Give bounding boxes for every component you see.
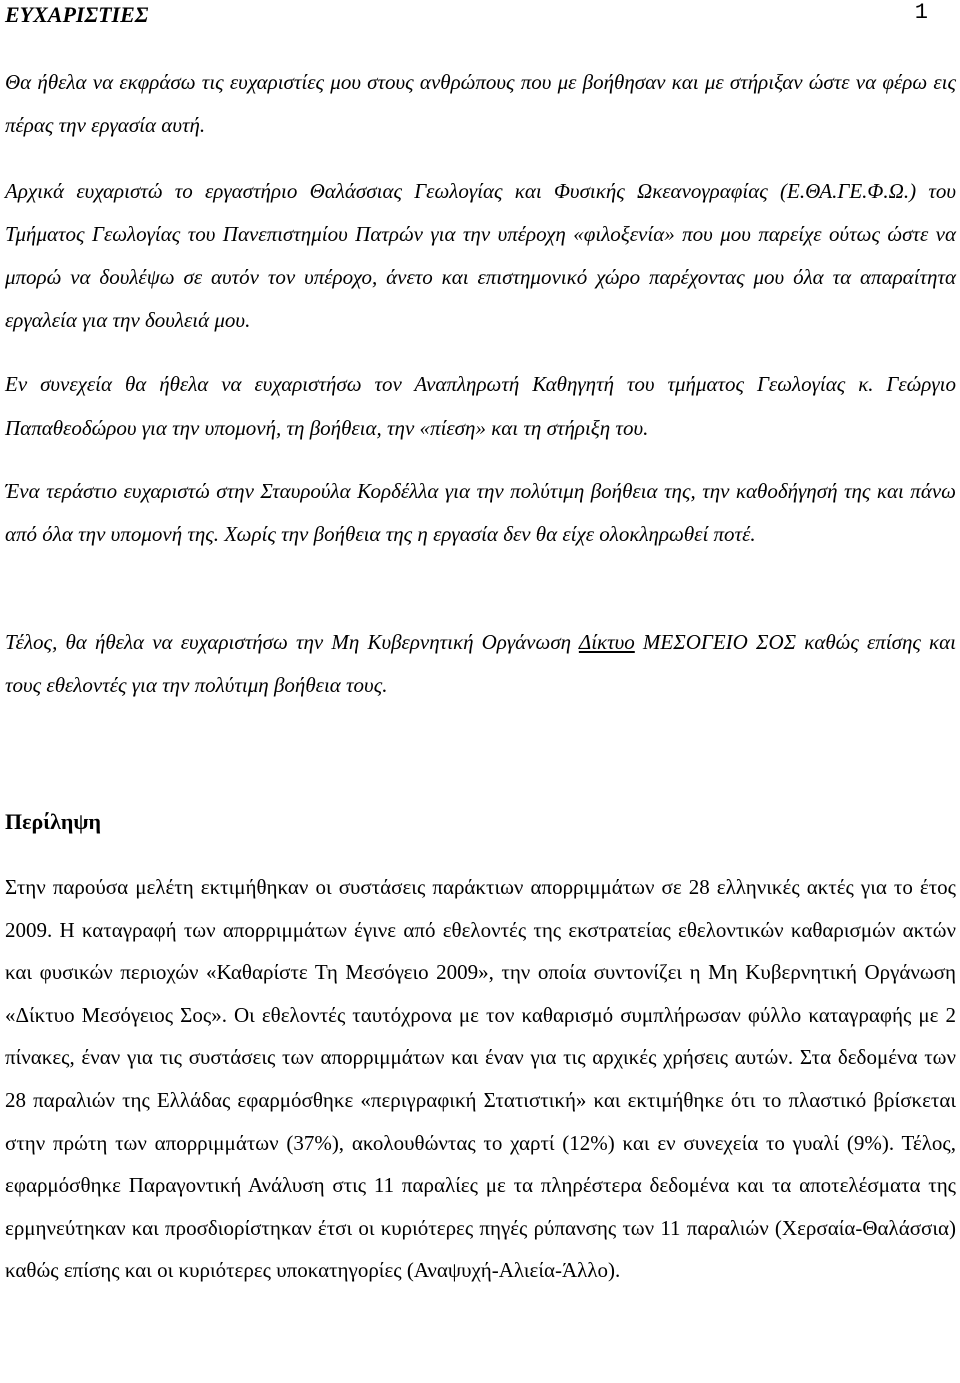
acknowledgements-paragraph-5 bbox=[5, 621, 956, 707]
summary-body: Στην παρούσα μελέτη εκτιμήθηκαν οι συστάσεις παράκτιων απορριμμάτων σε 28 ελληνικές ακτές για το έτος 2009. Η καταγραφή των απορριμμάτων έγινε από εθελοντές της εκστρατείας εθελοντικών καθαρισμών ακτών και φυσικών περιοχών «Καθαρίστε Τη Μεσόγειο 2009», την οποία συντονίζει η Μη Κυβερνητική Οργάνωση «Δίκτυο Μεσόγειος Σος». Οι εθελοντές ταυτόχρονα με τον καθαρισμό συμπλήρωσαν φύλλο καταγραφής με 2 πίνακες, έναν για τις συστάσεις των απορριμμάτων και έναν για τις αρχικές χρήσεις αυτών. Στα δεδομένα των 28 παραλιών της Ελλάδας εφαρμόσθηκε «περιγραφική Στατιστική» και εκτιμήθηκε ότι το πλαστικό βρίσκεται στην πρώτη των απορριμμάτων (37%), ακολουθώντας το χαρτί (12%) και εν συνεχεία το γυαλί (9%). Τέλος, εφαρμόσθηκε Παραγοντική Ανάλυση στις 11 παραλίες με τα πληρέστερα δεδομένα και τα αποτελέσματα της ερμηνεύτηκαν και προσδιορίστηκαν έτσι οι κυριότερες πηγές ρύπανσης των 11 παραλιών (Χερσαία-Θαλάσσια) καθώς επίσης και οι κυριότερες υποκατηγορίες (Αναψυχή-Αλιεία-Άλλο). bbox=[5, 875, 956, 1283]
ack-p1-text: Θα ήθελα να εκφράσω τις ευχαριστίες μου στους ανθρώπους που με βοήθησαν και με στήριξαν ώστε να φέρω εις πέρας την εργασία αυτή. bbox=[5, 70, 956, 137]
ack-p2-text: Αρχικά ευχαριστώ το εργαστήριο Θαλάσσιας Γεωλογίας και Φυσικής Ωκεανογραφίας (Ε.ΘΑ.ΓΕ.Φ.Ω.) του Τμήματος Γεωλογίας του Πανεπιστημίου Πατρών για την υπέροχη «φιλοξενία» που μου παρείχε ούτως ώστε να μπορώ να δουλέψω σε αυτόν τον υπέροχο, άνετο και επιστημονικό χώρο παρέχοντας μου όλα τα απαραίτητα εργαλεία για την δουλειά μου. bbox=[5, 179, 956, 332]
acknowledgements-paragraph-2 bbox=[5, 170, 956, 342]
ack-p4-text: Ένα τεράστιο ευχαριστώ στην Σταυρούλα Κορδέλλα για την πολύτιμη βοήθεια της, την καθοδήγησή της και πάνω από όλα την υπομονή της. Χωρίς την βοήθεια της η εργασία δεν θα είχε ολοκληρωθεί ποτέ. bbox=[5, 479, 956, 546]
ack-p5-before: Τέλος, θα ήθελα να ευχαριστήσω την Μη Κυβερνητική Οργάνωση bbox=[5, 630, 579, 654]
acknowledgements-paragraph-4 bbox=[5, 470, 956, 556]
acknowledgements-paragraph-3 bbox=[5, 363, 956, 450]
summary-heading: Περίληψη bbox=[5, 809, 102, 834]
ack-p5-after: ΜΕΣΟΓΕΙΟ ΣΟΣ καθώς επίσης και τους εθελοντές για την πολύτιμη βοήθεια τους. bbox=[5, 630, 956, 697]
acknowledgements-heading: ΕΥΧΑΡΙΣΤΙΕΣ bbox=[5, 2, 149, 27]
ack-p3-text: Εν συνεχεία θα ήθελα να ευχαριστήσω τον Αναπληρωτή Καθηγητή του τμήματος Γεωλογίας κ. Γεώργιο Παπαθεοδώρου για την υπομονή, τη βοήθεια, την «πίεση» και τη στήριξη του. bbox=[5, 372, 956, 440]
acknowledgements-paragraph-1 bbox=[5, 61, 956, 147]
ack-p5-text bbox=[5, 621, 956, 707]
page-number: 1 bbox=[914, 0, 928, 25]
ack-p5-underlined: Δίκτυο bbox=[578, 630, 635, 654]
